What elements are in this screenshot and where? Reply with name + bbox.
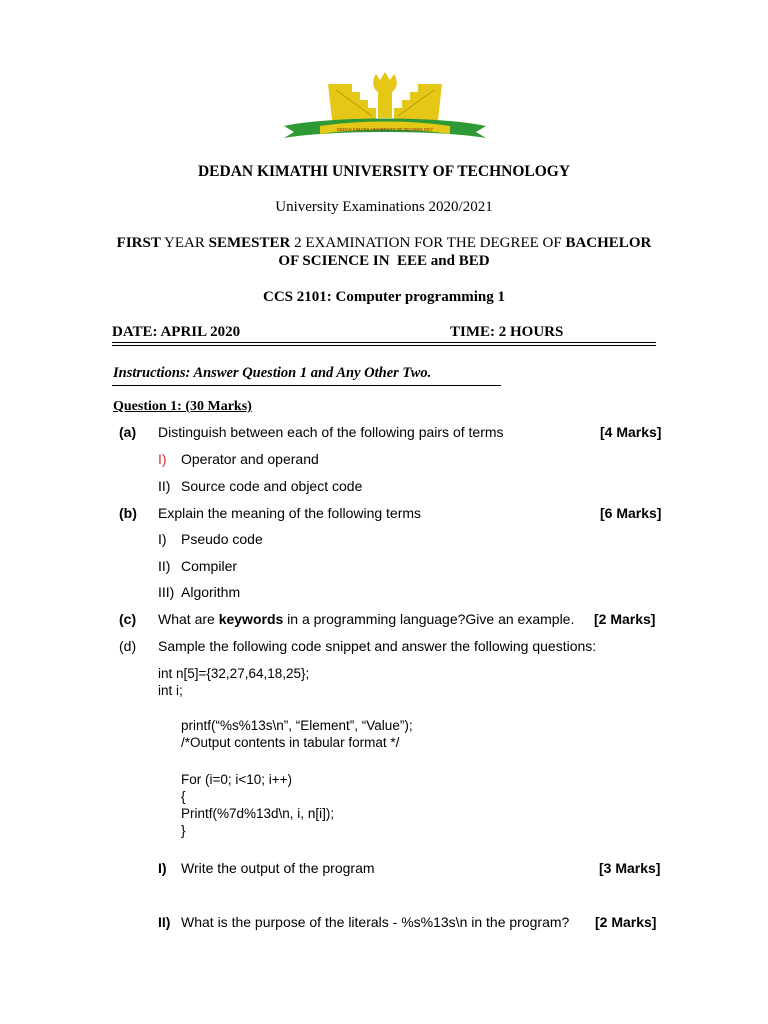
instructions: Instructions: Answer Question 1 and Any Other Two. [113, 365, 432, 381]
code-line: Printf(%7d%13d\n, i, n[i]); [181, 806, 335, 821]
part-c-label: (c) [119, 611, 137, 627]
exam-time: TIME: 2 HOURS [450, 324, 564, 340]
part-b-item-2-num: II) [158, 558, 171, 574]
code-line: } [181, 823, 186, 838]
degree-year: YEAR [160, 235, 209, 251]
part-a-marks: [4 Marks] [600, 424, 662, 440]
part-d-sub-1-num: I) [158, 860, 167, 876]
part-c-text-before: What are [158, 611, 219, 627]
exam-session: University Examinations 2020/2021 [275, 199, 493, 215]
part-b-marks: [6 Marks] [600, 505, 662, 521]
part-c-marks: [2 Marks] [594, 611, 656, 627]
code-block-loop [181, 771, 334, 839]
degree-line-2: OF SCIENCE IN EEE and BED [278, 253, 490, 269]
part-b-item-2-text: Compiler [181, 558, 238, 574]
header-rule-bottom [112, 345, 656, 346]
part-d-label: (d) [119, 638, 137, 654]
crest-icon [280, 70, 490, 150]
part-a-label: (a) [119, 424, 137, 440]
part-b-label: (b) [119, 505, 137, 521]
code-block-declarations [158, 665, 309, 699]
part-a-text: Distinguish between each of the following pairs of terms [158, 424, 504, 440]
code-line: printf(“%s%13s\n”, “Element”, “Value”); [181, 718, 413, 733]
part-d-sub-1-text: Write the output of the program [181, 860, 375, 876]
degree-first: FIRST [116, 235, 161, 251]
svg-text:DEDAN KIMATHI UNIVERSITY OF TE: DEDAN KIMATHI UNIVERSITY OF TECHNOLOGY [336, 127, 434, 132]
question-1-title: Question 1: (30 Marks) [113, 399, 252, 414]
code-line: { [181, 789, 186, 804]
code-line: /*Output contents in tabular format */ [181, 735, 400, 750]
university-logo [280, 70, 490, 150]
part-c-keyword: keywords [218, 611, 284, 627]
part-b-item-3-text: Algorithm [181, 584, 241, 600]
part-a-item-2-num: II) [158, 478, 171, 494]
part-a-item-1-num: I) [158, 451, 167, 467]
degree-line-1 [0, 235, 768, 252]
part-d-sub-1-marks: [3 Marks] [599, 860, 661, 876]
code-line: int i; [158, 683, 183, 698]
university-name: DEDAN KIMATHI UNIVERSITY OF TECHNOLOGY [197, 163, 571, 180]
part-d-sub-2-num: II) [158, 914, 171, 930]
exam-date: DATE: APRIL 2020 [112, 324, 241, 340]
degree-semester: SEMESTER [208, 235, 291, 251]
part-d-sub-2-marks: [2 Marks] [595, 914, 657, 930]
part-c-text [158, 611, 574, 627]
code-line: For (i=0; i<10; i++) [181, 772, 293, 787]
part-d-sub-2-text: What is the purpose of the literals - %s%13s\n in the program? [181, 914, 570, 930]
code-block-printf [181, 717, 413, 751]
part-b-text: Explain the meaning of the following terms [158, 505, 422, 521]
code-line: int n[5]={32,27,64,18,25}; [158, 666, 310, 681]
instructions-rule [112, 385, 501, 386]
part-a-item-1-text: Operator and operand [181, 451, 319, 467]
part-a-item-2-text: Source code and object code [181, 478, 363, 494]
degree-exam: 2 EXAMINATION FOR THE DEGREE OF [290, 235, 566, 251]
part-b-item-3-num: III) [158, 584, 175, 600]
part-b-item-1-text: Pseudo code [181, 531, 263, 547]
part-c-text-after: in a programming language?Give an example. [283, 611, 575, 627]
course-title: CCS 2101: Computer programming 1 [263, 289, 505, 305]
degree-bachelor: BACHELOR [565, 235, 652, 251]
header-rule-top [112, 342, 656, 343]
part-b-item-1-num: I) [158, 531, 167, 547]
part-d-text: Sample the following code snippet and answer the following questions: [158, 638, 597, 654]
